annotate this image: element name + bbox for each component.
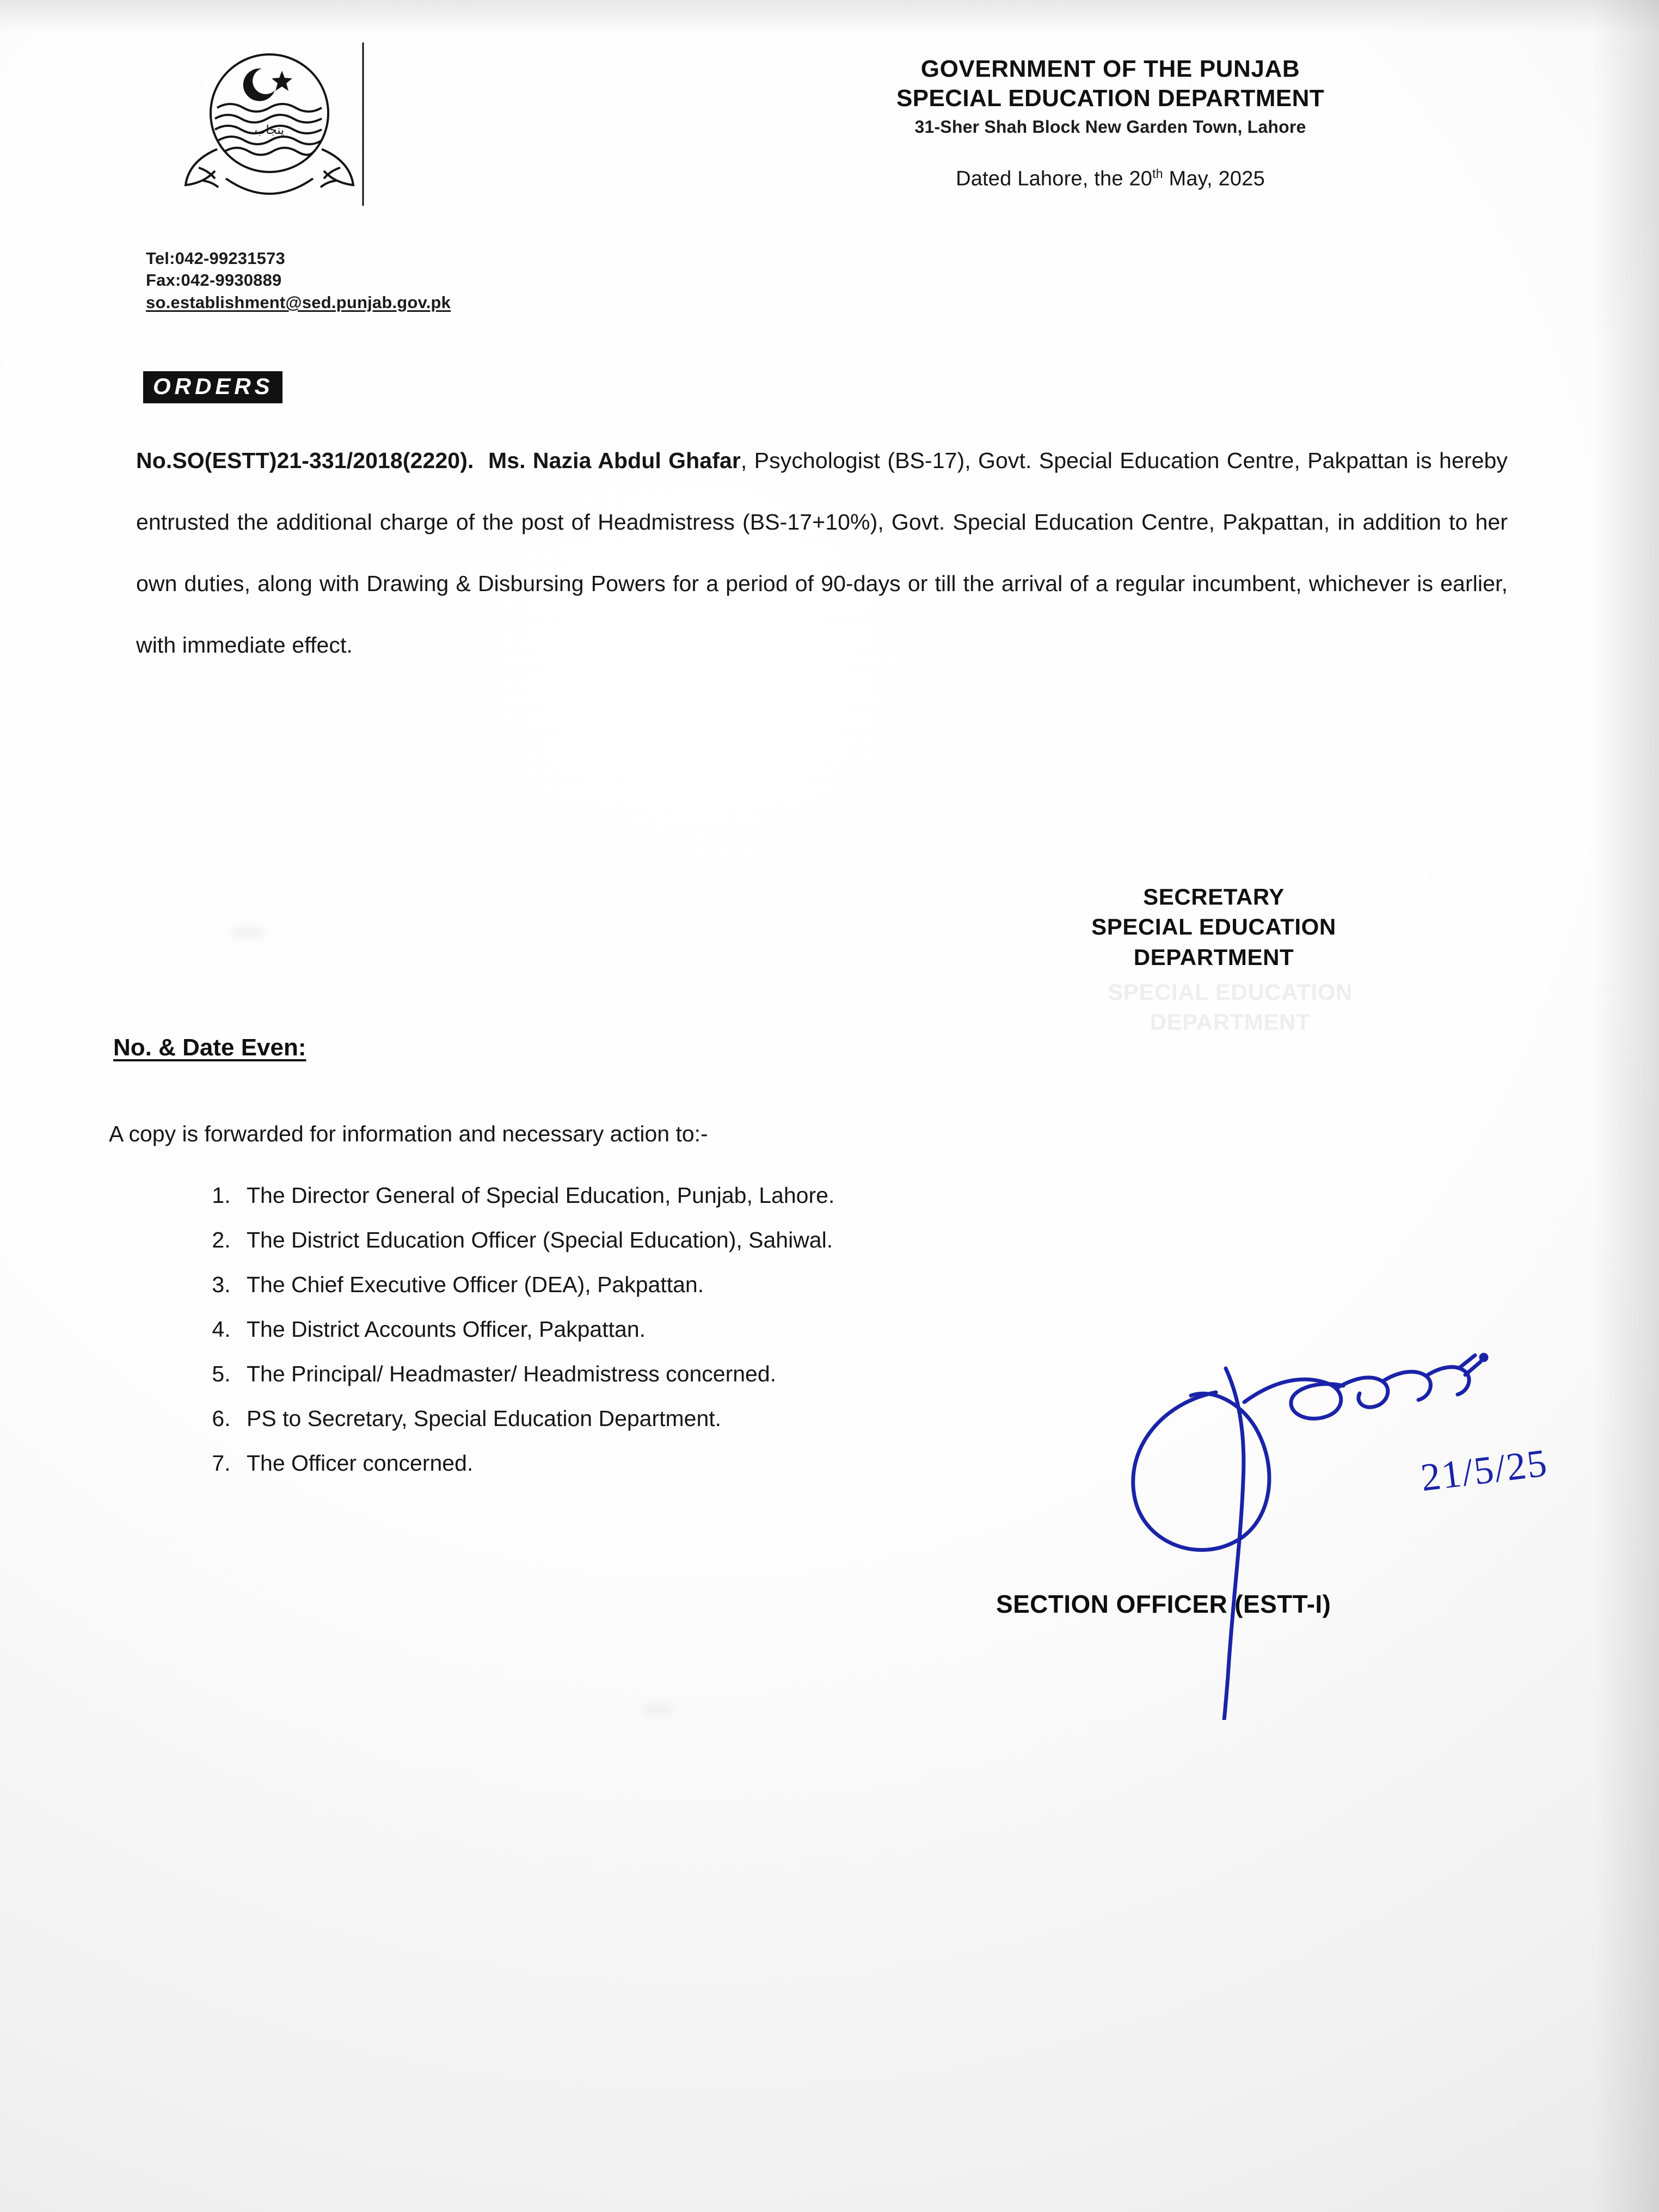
secretary-line-1: SECRETARY bbox=[1143, 884, 1285, 910]
handwritten-date: 21/5/25 bbox=[1418, 1441, 1550, 1500]
list-item: 6. PS to Secretary, Special Education Department. bbox=[237, 1396, 1489, 1441]
ghost-line-2: SPECIAL EDUCATION bbox=[1108, 979, 1353, 1005]
document-header bbox=[724, 54, 1497, 191]
secretary-signature-block bbox=[925, 882, 1502, 972]
email-address[interactable]: so.establishment@sed.punjab.gov.pk bbox=[146, 292, 451, 312]
punjab-crest-icon bbox=[161, 42, 378, 222]
dateline-prefix: Dated Lahore, the 20 bbox=[956, 168, 1153, 191]
scan-artifact bbox=[642, 1704, 675, 1716]
reference-number: No.SO(ESTT)21-331/2018(2220). bbox=[136, 448, 474, 473]
list-item: 7. The Officer concerned. bbox=[237, 1441, 1489, 1485]
list-item: 3. The Chief Executive Officer (DEA), Pakpattan. bbox=[237, 1262, 1489, 1307]
order-body-paragraph bbox=[136, 430, 1508, 676]
dateline-suffix: May, 2025 bbox=[1163, 168, 1265, 191]
svg-text:پنجاب: پنجاب bbox=[254, 123, 285, 137]
department-address: 31-Sher Shah Block New Garden Town, Lahore bbox=[914, 117, 1306, 137]
no-and-date-even-heading: No. & Date Even: bbox=[113, 1034, 306, 1061]
department-title: SPECIAL EDUCATION DEPARTMENT bbox=[896, 84, 1325, 112]
secretary-line-3: DEPARTMENT bbox=[1133, 944, 1294, 970]
section-officer-title: SECTION OFFICER (ESTT-I) bbox=[996, 1590, 1331, 1618]
list-item: 1. The Director General of Special Education, Punjab, Lahore. bbox=[237, 1173, 1489, 1218]
fax: Fax:042-9930889 bbox=[146, 271, 282, 290]
list-item: 5. The Principal/ Headmaster/ Headmistress concerned. bbox=[237, 1351, 1489, 1396]
contact-details bbox=[146, 248, 451, 314]
forwarding-line: A copy is forwarded for information and necessary action to:- bbox=[109, 1121, 708, 1146]
list-item: 4. The District Accounts Officer, Pakpattan. bbox=[237, 1307, 1489, 1351]
telephone: Tel:042-99231573 bbox=[146, 249, 285, 268]
dateline-ordinal: th bbox=[1152, 167, 1163, 181]
order-text: , Psychologist (BS-17), Govt. Special Education Centre, Pakpattan is hereby entrusted the additional charge of the post of Headmistress (BS-17+10%), Govt. Special Education Centre, Pakpattan, in addition to her own duties, along with Drawing & Disbursing Powers for a period of 90-days or till the arrival of a regular incumbent, whichever is earlier, with immediate effect. bbox=[136, 448, 1508, 658]
scan-artifact bbox=[229, 925, 267, 939]
secretary-block-showthrough bbox=[942, 977, 1519, 1037]
orders-badge: ORDERS bbox=[143, 371, 282, 403]
government-title: GOVERNMENT OF THE PUNJAB bbox=[920, 56, 1300, 82]
list-item: 2. The District Education Officer (Special Education), Sahiwal. bbox=[237, 1218, 1489, 1262]
dateline bbox=[724, 167, 1497, 191]
officer-name: Ms. Nazia Abdul Ghafar bbox=[488, 448, 741, 473]
recipient-list bbox=[180, 1173, 1489, 1485]
ghost-line-3: DEPARTMENT bbox=[1150, 1009, 1311, 1035]
secretary-line-2: SPECIAL EDUCATION bbox=[1091, 914, 1336, 940]
